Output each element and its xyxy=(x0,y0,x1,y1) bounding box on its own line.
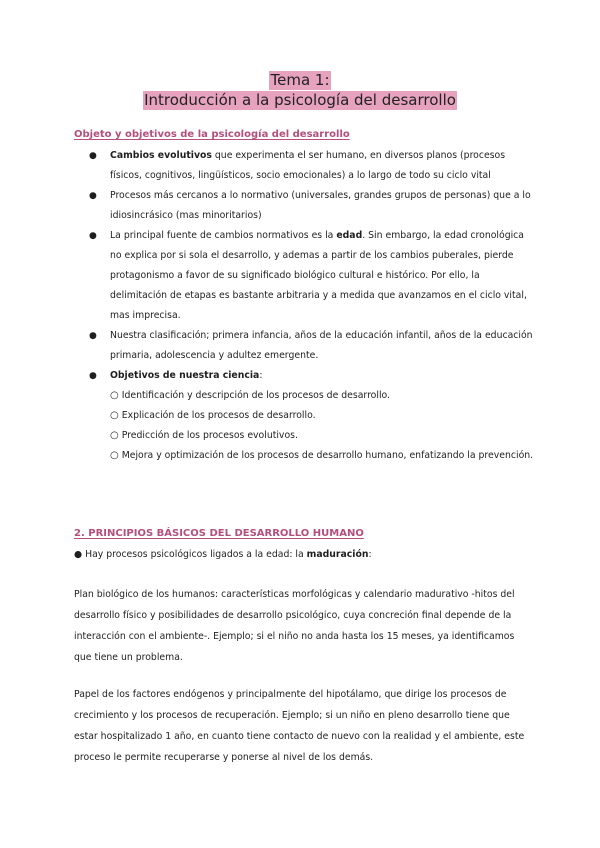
objective-item xyxy=(74,426,534,446)
list-item xyxy=(74,146,534,186)
section2-lead xyxy=(74,544,534,565)
objective-item xyxy=(74,446,534,466)
bullet-icon: ● xyxy=(89,331,97,341)
bold-term: Cambios evolutivos xyxy=(110,150,212,161)
bullet-icon: ● xyxy=(89,231,97,241)
lead-text: Hay procesos psicológicos ligados a la edad: la xyxy=(85,549,307,560)
title-line-1: Tema 1: xyxy=(270,71,330,89)
section2-paragraph-2: Papel de los factores endógenos y principalmente del hipotálamo, que dirige los procesos de crecimiento y los procesos de recuperación. Ejemplo; si un niño en pleno desarrollo tiene que estar hospitalizado 1 año, en cuanto tiene contacto de nuevo con la realidad y el ambiente, este proceso le permite recuperarse y ponerse al nivel de los demás. xyxy=(74,689,525,763)
section1-heading: Objeto y objetivos de la psicología del desarrollo xyxy=(74,129,350,140)
bullet-icon: ● xyxy=(89,191,97,201)
lead-text: : xyxy=(368,549,372,560)
objective-text: Explicación de los procesos de desarrollo. xyxy=(121,410,316,421)
circle-icon: ○ xyxy=(110,410,119,421)
bold-term: edad xyxy=(336,230,363,241)
list-item xyxy=(74,226,534,326)
bullet-icon: ● xyxy=(89,371,97,381)
list-text: . Sin embargo, la edad cronológica no explica por si sola el desarrollo, y ademas a partir de los cambios puberales, pierde protagonismo a favor de su significado biológico cultural e histórico. Por ello, la delimitación de etapas es bastante arbitraria y a medida que avanzamos en el ciclo vital, mas imprecisa. xyxy=(110,230,527,321)
objective-text: Predicción de los procesos evolutivos. xyxy=(121,430,298,441)
section1-list xyxy=(74,146,534,466)
list-text: Nuestra clasificación; primera infancia, años de la educación infantil, años de la educación primaria, adolescencia y adultez emergente. xyxy=(110,330,533,361)
title-block xyxy=(0,70,600,110)
bold-term: Objetivos de nuestra ciencia xyxy=(110,370,260,381)
objective-text: Mejora y optimización de los procesos de desarrollo humano, enfatizando la prevención. xyxy=(121,450,534,461)
bold-term: maduración xyxy=(306,549,369,560)
bullet-icon: ● xyxy=(89,151,97,161)
bullet-icon: ● xyxy=(74,549,83,560)
section2-paragraph-1: Plan biológico de los humanos: características morfológicas y calendario madurativo -hitos del desarrollo físico y posibilidades de desarrollo psicológico, cuya concreción final depende de la interacción con el ambiente-. Ejemplo; si el niño no anda hasta los 15 meses, ya identificamos que tiene un problema. xyxy=(74,589,515,663)
list-item xyxy=(74,366,534,386)
list-text: La principal fuente de cambios normativos es la xyxy=(110,230,337,241)
list-item xyxy=(74,326,534,366)
title-line-2: Introducción a la psicología del desarrollo xyxy=(144,91,456,109)
circle-icon: ○ xyxy=(110,450,119,461)
objective-text: Identificación y descripción de los procesos de desarrollo. xyxy=(121,390,391,401)
section2-heading: 2. PRINCIPIOS BÁSICOS DEL DESARROLLO HUMANO xyxy=(74,528,364,539)
objective-item xyxy=(74,406,534,426)
list-text: : xyxy=(259,370,263,381)
circle-icon: ○ xyxy=(110,390,119,401)
list-item xyxy=(74,186,534,226)
list-text: Procesos más cercanos a lo normativo (universales, grandes grupos de personas) que a lo idiosincrásico (mas minoritarios) xyxy=(110,190,531,221)
objective-item xyxy=(74,386,534,406)
circle-icon: ○ xyxy=(110,430,119,441)
list-text: que experimenta el ser humano, en diversos planos (procesos físicos, cognitivos, lingüísticos, socio emocionales) a lo largo de todo su ciclo vital xyxy=(110,150,506,181)
